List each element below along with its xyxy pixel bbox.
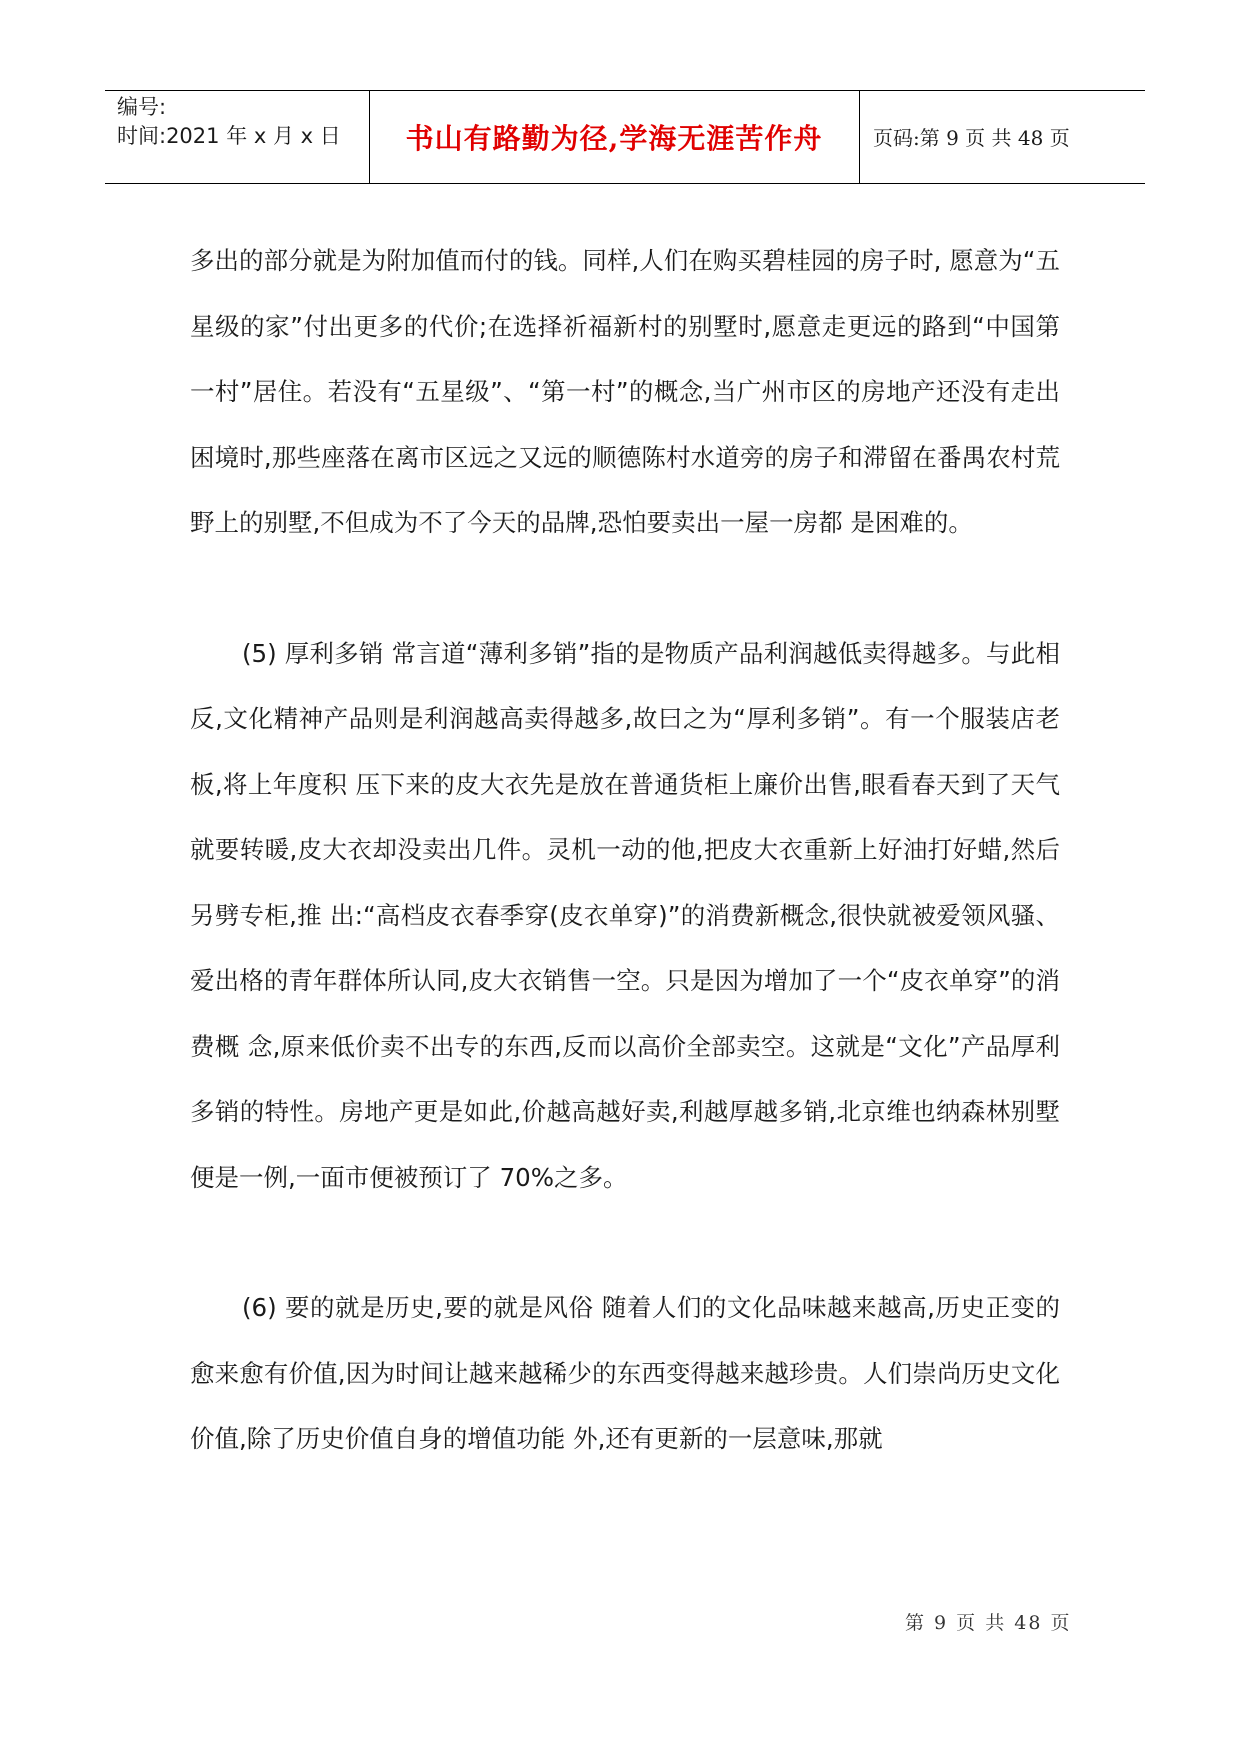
document-number-label: 编号: — [117, 95, 167, 119]
paragraph-history: (6) 要的就是历史,要的就是风俗 随着人们的文化品味越来越高,历史正变的愈来愈有价值,因为时间让越来越稀少的东西变得越来越珍贵。人们崇尚历史文化价值,除了历史价值自身的增值功能 外,还有更新的一层意味,那就 — [190, 1293, 1060, 1453]
page-header — [105, 90, 1145, 184]
page-footer: 第 9 页 共 48 页 — [905, 1612, 1072, 1634]
paragraph-gap — [190, 1210, 1060, 1275]
header-divider-right — [859, 91, 860, 183]
paragraph-continuation: 多出的部分就是为附加值而付的钱。同样,人们在购买碧桂园的房子时, 愿意为“五星级的家”付出更多的代价;在选择祈福新村的别墅时,愿意走更远的路到“中国第一村”居住。若没有“五星级”、“第一村”的概念,当广州市区的房地产还没有走出困境时,那些座落在离市区远之又远的顺德陈村水道旁的房子和滞留在番禺农村荒野上的别墅,不但成为不了今天的品牌,恐怕要卖出一屋一房都 是困难的。 — [190, 246, 1060, 537]
document-body — [190, 228, 1060, 1472]
document-time-label: 时间:2021 年 x 月 x 日 — [117, 124, 341, 148]
paragraph-gap — [190, 556, 1060, 621]
header-page-code: 页码:第 9 页 共 48 页 — [873, 126, 1070, 150]
header-meta — [117, 93, 341, 151]
header-motto: 书山有路勤为径,学海无涯苦作舟 — [405, 122, 823, 155]
paragraph-high-profit: (5) 厚利多销 常言道“薄利多销”指的是物质产品利润越低卖得越多。与此相反,文化精神产品则是利润越高卖得越多,故曰之为“厚利多销”。有一个服装店老板,将上年度积 压下来的皮大衣先是放在普通货柜上廉价出售,眼看春天到了天气就要转暖,皮大衣却没卖出几件。灵机一动的他,把皮大衣重新上好油打好蜡,然后另劈专柜,推 出:“高档皮衣春季穿(皮衣单穿)”的消费新概念,很快就被爱领风骚、爱出格的青年群体所认同,皮大衣销售一空。只是因为增加了一个“皮衣单穿”的消费概 念,原来低价卖不出专的东西,反而以高价全部卖空。这就是“文化”产品厚利多销的特性。房地产更是如此,价越高越好卖,利越厚越多销,北京维也纳森林别墅 便是一例,一面市便被预订了 70%之多。 — [190, 638, 1060, 1192]
